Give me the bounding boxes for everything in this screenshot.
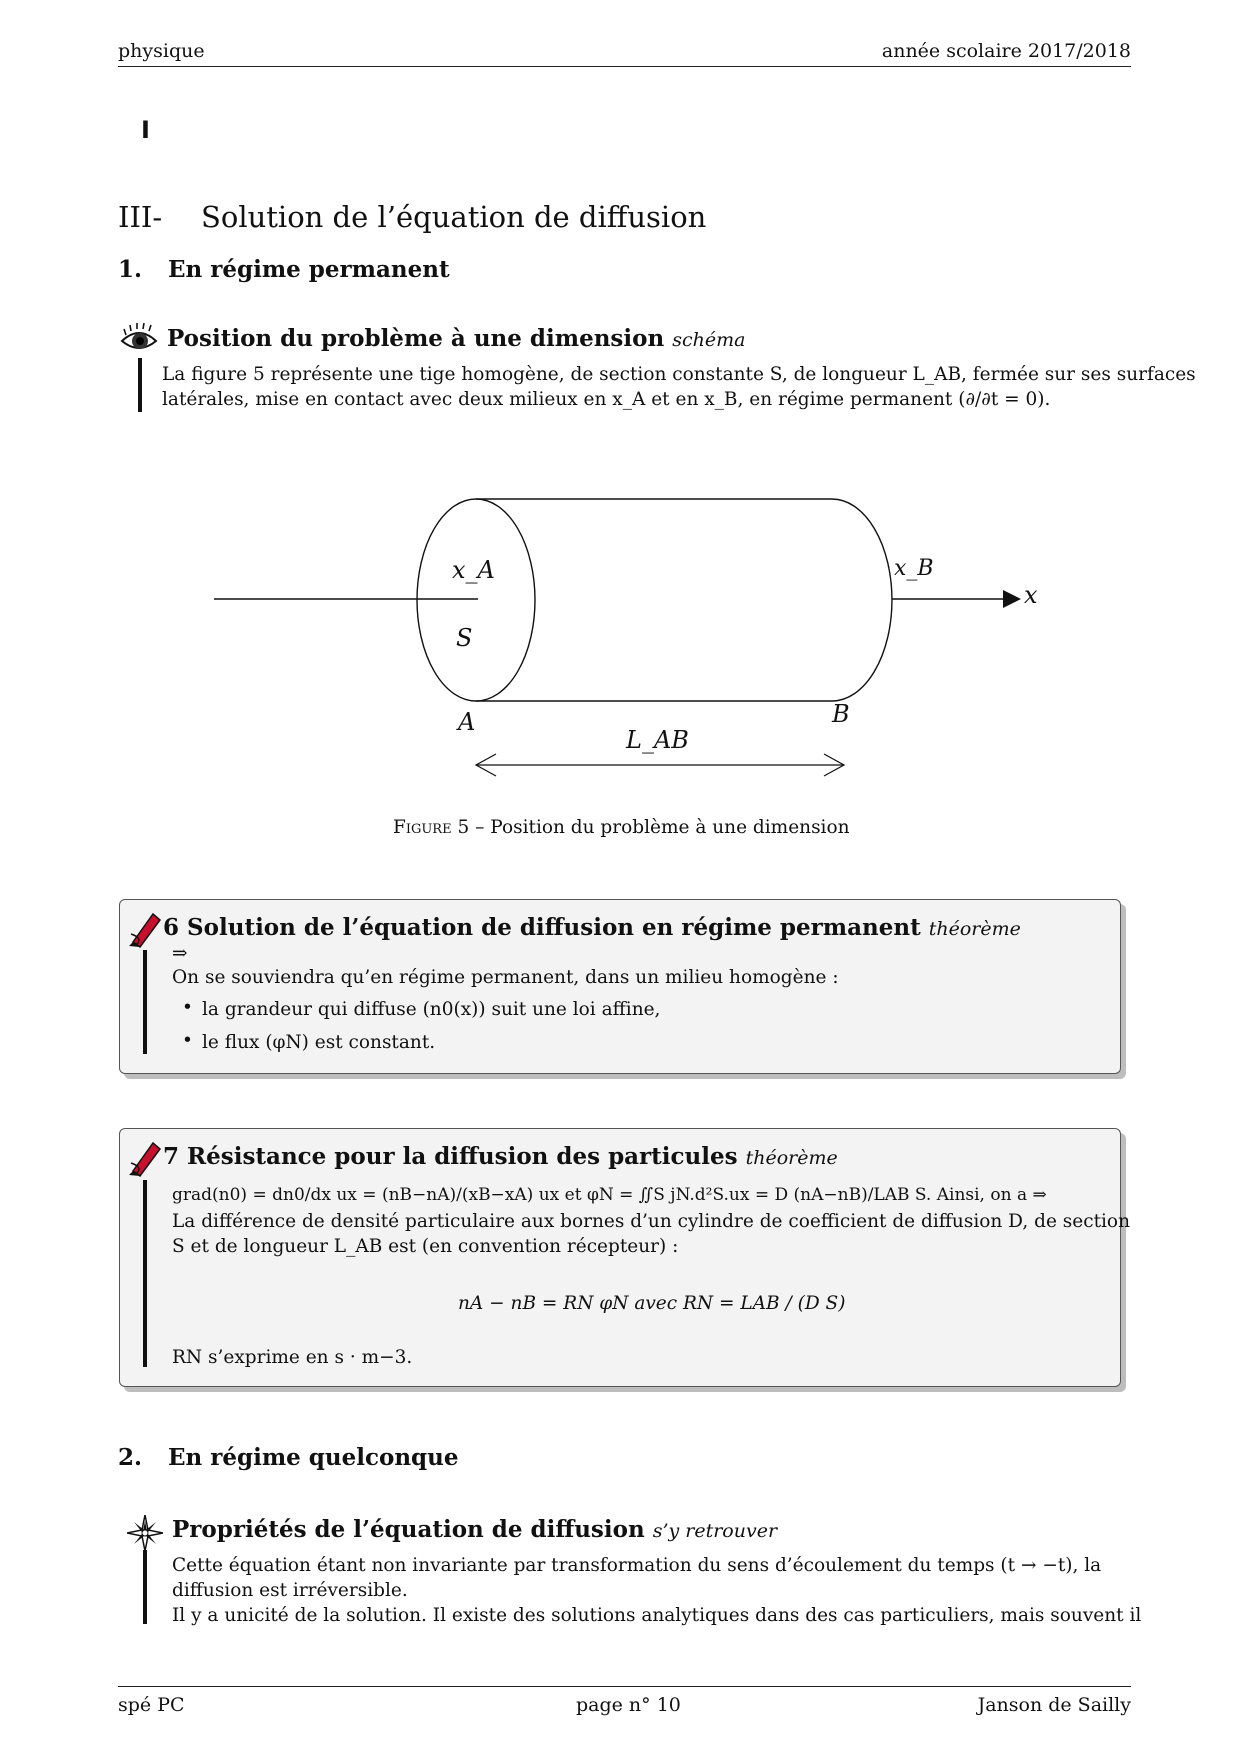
block-2-heading — [172, 1516, 777, 1543]
box-7-line-1: La différence de densité particulaire aux bornes d’un cylindre de coefficient de diffusion D, de section — [172, 1211, 1130, 1232]
box-6-title: Solution de l’équation de diffusion en régime permanent — [187, 914, 921, 941]
box-7-formula-line: grad(n0) = dn0/dx ux = (nB−nA)/(xB−xA) ux et φN = ∬S jN.d²S.ux = D (nA−nB)/LAB S. Ainsi, on a ⇒ — [172, 1185, 1047, 1205]
footer-rule — [118, 1686, 1131, 1687]
block-1-title: Position du problème à une dimension — [167, 325, 665, 352]
section-title: Solution de l’équation de diffusion — [201, 200, 707, 234]
box-6-heading — [163, 914, 1021, 941]
block-1-line-2: latérales, mise en contact avec deux milieux en x_A et en x_B, en régime permanent (∂/∂t = 0). — [162, 389, 1051, 410]
box-7-heading — [163, 1143, 838, 1170]
red-pen-icon — [127, 1137, 163, 1181]
subsection-1-title: En régime permanent — [168, 256, 450, 283]
subsection-2-title: En régime quelconque — [168, 1444, 459, 1471]
box-6-bar — [143, 950, 147, 1054]
box-7-bar — [143, 1180, 147, 1367]
box-6-arrow: ⇒ — [172, 943, 188, 964]
figure-label-LAB: L_AB — [626, 726, 689, 754]
figure-caption-text: – Position du problème à une dimension — [469, 817, 850, 838]
box-6-bullet-1: la grandeur qui diffuse (n0(x)) suit une loi affine, — [202, 999, 661, 1020]
box-6-number: 6 — [163, 914, 180, 941]
box-6-intro: On se souviendra qu’en régime permanent, dans un milieu homogène : — [172, 967, 839, 988]
box-7-line-2: S et de longueur L_AB est (en convention récepteur) : — [172, 1236, 679, 1257]
figure-label-A: A — [458, 708, 476, 736]
box-6-tag: théorème — [928, 918, 1021, 940]
box-7-equation: nA − nB = RN φN avec RN = LAB / (D S) — [458, 1293, 846, 1314]
footer-class: spé PC — [118, 1694, 185, 1716]
box-7-title: Résistance pour la diffusion des particules — [187, 1143, 738, 1170]
box-7-tag: théorème — [745, 1147, 838, 1169]
figure-label-S: S — [456, 624, 473, 652]
subsection-2-number: 2. — [118, 1444, 143, 1471]
figure-caption-prefix: Figure 5 — [393, 817, 470, 838]
figure-caption — [393, 815, 850, 841]
footer-page-number: page n° 10 — [576, 1694, 681, 1716]
block-2-line-2: diffusion est irréversible. — [172, 1580, 408, 1601]
block-2-title: Propriétés de l’équation de diffusion — [172, 1516, 645, 1543]
top-marker: I — [141, 116, 150, 144]
figure-label-xA: x_A — [452, 556, 495, 584]
header-subject: physique — [118, 40, 205, 62]
red-pen-icon — [127, 908, 163, 952]
box-7-number: 7 — [163, 1143, 180, 1170]
block-1-tag: schéma — [672, 329, 746, 351]
block-1-line-1: La figure 5 représente une tige homogène, de section constante S, de longueur L_AB, fermée sur ses surfaces — [162, 364, 1196, 385]
figure-label-xB: x_B — [894, 556, 934, 581]
footer-school: Janson de Sailly — [977, 1694, 1131, 1716]
cylinder-figure — [0, 0, 1240, 820]
box-7-unit-line: RN s’exprime en s · m−3. — [172, 1347, 413, 1368]
bullet-dot: • — [182, 1030, 193, 1051]
block-2-line-1: Cette équation étant non invariante par transformation du sens d’écoulement du temps (t → −t), la — [172, 1555, 1102, 1576]
compass-rose-icon — [127, 1515, 163, 1555]
block-2-tag: s’y retrouver — [652, 1520, 778, 1542]
box-6-bullet-2: le flux (φN) est constant. — [202, 1032, 436, 1053]
figure-label-x: x — [1024, 581, 1038, 609]
section-number: III- — [118, 200, 163, 234]
block-2-bar — [143, 1550, 147, 1624]
bullet-dot: • — [182, 997, 193, 1018]
figure-label-B: B — [832, 700, 850, 728]
subsection-1-number: 1. — [118, 256, 143, 283]
block-2-line-3: Il y a unicité de la solution. Il existe des solutions analytiques dans des cas particuliers, mais souvent il — [172, 1605, 1142, 1626]
header-year: année scolaire 2017/2018 — [881, 40, 1131, 62]
